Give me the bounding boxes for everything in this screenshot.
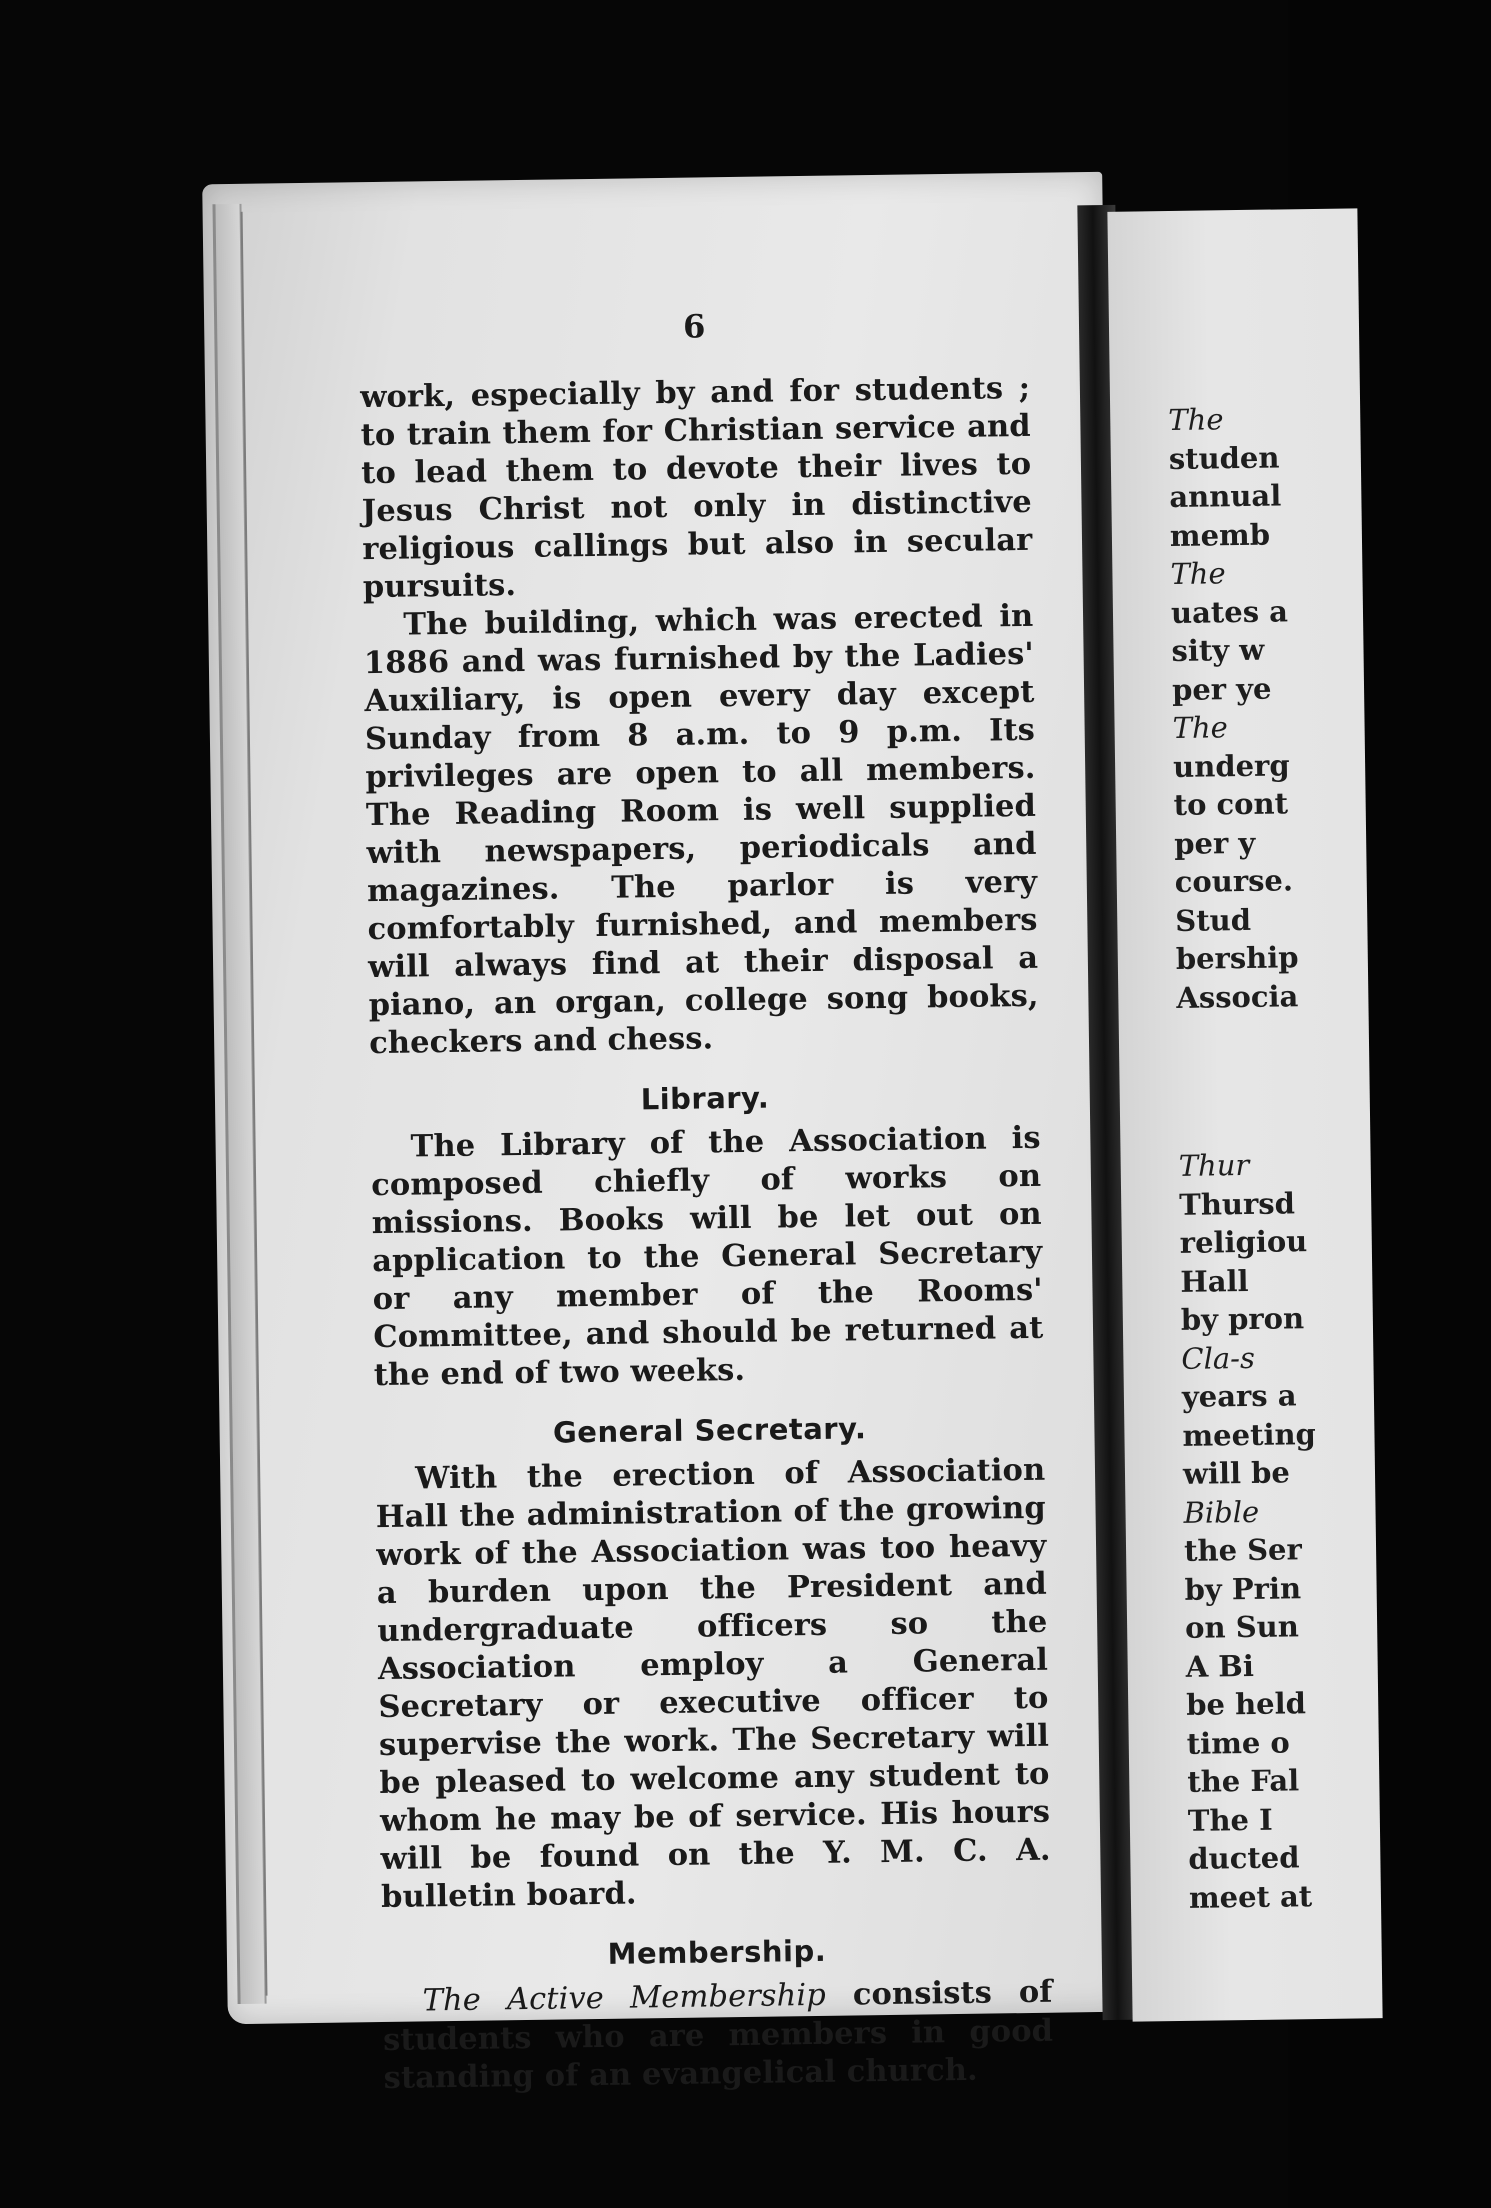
right-page-line: Hall: [1180, 1263, 1249, 1299]
right-page-line: sity w: [1171, 632, 1265, 668]
right-page-line: studen: [1168, 439, 1280, 476]
left-page: [202, 172, 1128, 2097]
right-page-line: Thur: [1178, 1147, 1250, 1183]
right-page-line: the Ser: [1183, 1532, 1303, 1568]
right-page: [1107, 208, 1382, 2021]
right-page-line: be held: [1185, 1686, 1307, 1722]
right-page-line: to cont: [1173, 786, 1289, 822]
right-page-line: The: [1168, 402, 1224, 438]
right-page-top-lines: [1168, 397, 1477, 1017]
right-page-line: Bible: [1183, 1494, 1260, 1530]
heading-general-secretary: General Secretary.: [552, 1411, 867, 1450]
right-page-line: bership: [1175, 940, 1299, 976]
right-page-line: The: [1170, 556, 1226, 591]
right-page-bottom-lines: [1178, 1143, 1489, 1917]
heading-library: Library.: [640, 1080, 770, 1117]
paragraph-building: The building, which was erected in 1886 and was furnished by the Ladies' Auxiliary, is open every day except Sunday from 8 a.m. to 9 p.m. Its privileges are open to all members. The Reading Room is well supplied with newspapers, periodicals and magazines. The parlor is very comfortably furnished, and members will always find at their disposal a piano, an organ, college song books, checkers and chess.: [363, 597, 1039, 1062]
right-page-line: memb: [1169, 517, 1271, 553]
right-page-line: per y: [1173, 825, 1256, 861]
page-content: [359, 303, 1054, 2097]
paragraph-library: The Library of the Association is composed chiefly of works on missions. Books will be let out on application to the General Secretary or any member of the Rooms' Committee, and should be returned at the end of two weeks.: [370, 1119, 1044, 1394]
right-page-line: Associa: [1176, 978, 1299, 1015]
right-page-line: annual: [1169, 478, 1282, 514]
membership-text: consists of students who are members in good standing of an evangelical church.: [382, 1973, 1054, 2097]
right-page-line: Stud: [1175, 902, 1252, 938]
right-page-text: [1168, 397, 1489, 1917]
right-page-line: meeting: [1182, 1416, 1317, 1453]
right-page-line: the Fal: [1187, 1763, 1300, 1799]
right-page-line: meet at: [1188, 1878, 1313, 1915]
right-page-line: on Sun: [1184, 1609, 1300, 1645]
right-page-line: Cla-s: [1181, 1340, 1256, 1376]
right-page-line: by pron: [1180, 1301, 1305, 1337]
right-page-line: by Prin: [1184, 1570, 1302, 1607]
right-page-line: The I: [1187, 1802, 1273, 1838]
right-page-line: time o: [1186, 1724, 1290, 1761]
right-page-line: ducted: [1188, 1840, 1300, 1876]
right-page-line: underg: [1172, 747, 1290, 784]
right-page-line: course.: [1174, 863, 1294, 899]
page-number: 6: [682, 307, 706, 346]
paragraph-membership: [382, 1973, 1054, 2097]
paragraph-intro: work, especially by and for students ; to train them for Christian service and to lead them to devote their lives to Jesus Christ not only in distinctive religious callings but also in secular pursuits.: [359, 369, 1033, 606]
active-membership-term: The Active Membership: [422, 1977, 827, 2019]
paragraph-general-secretary: With the erection of Association Hall the administration of the growing work of the Association was too heavy a burden upon the President and undergraduate officers so the Association employ a General Secretary or executive officer to supervise the work. The Secretary will be pleased to welcome any student to whom he may be of service. His hours will be found on the Y. M. C. A. bulletin board.: [375, 1451, 1051, 1916]
right-page-line: per ye: [1171, 671, 1272, 707]
right-page-line: uates a: [1170, 593, 1289, 630]
right-page-line: years a: [1181, 1378, 1297, 1414]
right-page-line: religiou: [1179, 1224, 1308, 1260]
right-page-line: Thursd: [1179, 1185, 1296, 1222]
right-page-line: A Bi: [1185, 1648, 1255, 1684]
heading-membership: Membership.: [607, 1933, 827, 1971]
right-page-line: The: [1172, 710, 1229, 745]
right-page-line: will be: [1182, 1455, 1291, 1491]
